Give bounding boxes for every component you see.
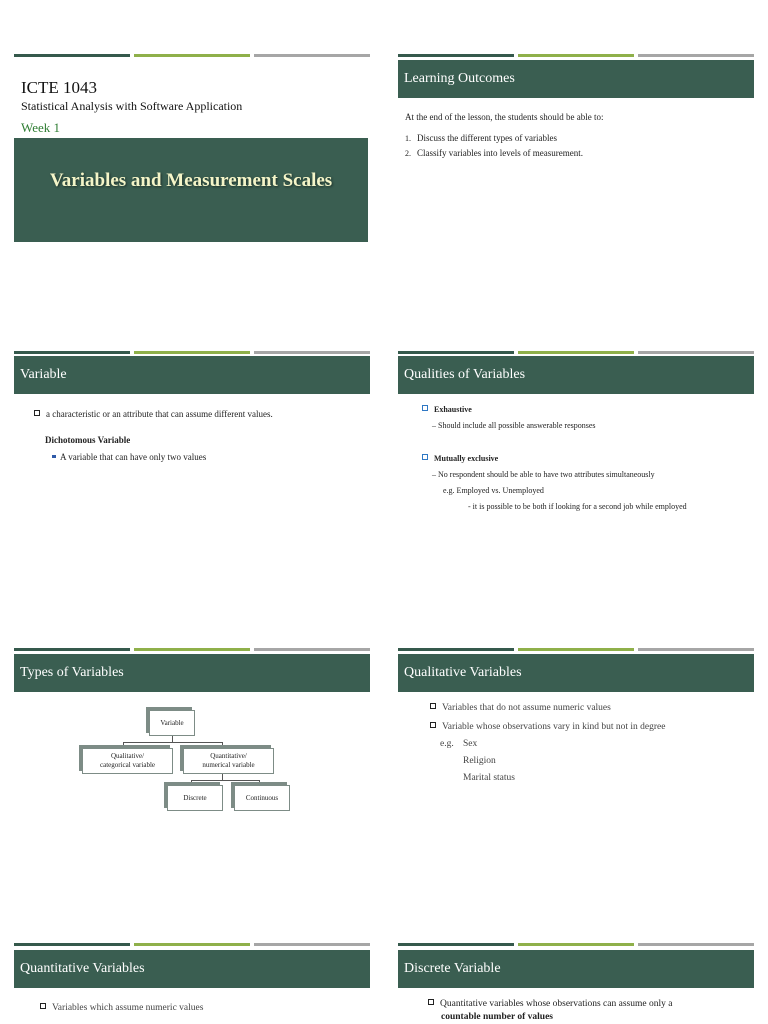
square-bullet-icon — [34, 410, 40, 416]
week-label: Week 1 — [21, 120, 61, 135]
node-continuous: Continuous — [234, 785, 290, 811]
definition-bullet: a characteristic or an attribute that can assume different values. — [34, 409, 273, 419]
slide-header: Discrete Variable — [398, 950, 754, 988]
eg-label: e.g. — [440, 739, 454, 749]
title-banner — [14, 138, 368, 242]
square-bullet-icon — [430, 703, 436, 709]
outcome-item: 1. Discuss the different types of variables — [405, 133, 558, 143]
quality-exhaustive-text: – Should include all possible answerable responses — [432, 421, 596, 430]
bullet-item: Variable whose observations vary in kind but not in degree — [430, 722, 665, 732]
banner-title: Variables and Measurement Scales — [49, 170, 333, 191]
accent-stripes — [398, 648, 754, 651]
intro-text: At the end of the lesson, the students should be able to: — [405, 112, 604, 122]
slide-discrete-variable — [398, 943, 754, 1024]
slide-header: Variable — [14, 356, 370, 394]
quality-exclusive: Mutually exclusive — [422, 454, 498, 463]
slide-header: Quantitative Variables — [14, 950, 370, 988]
bullet-item: Quantitative variables whose observations can assume only a — [428, 999, 672, 1009]
bullet-item: Variables which assume numeric values — [40, 1003, 203, 1013]
example-item: Marital status — [463, 773, 515, 783]
square-bullet-icon — [422, 454, 428, 460]
bullet-item-continuation: countable number of values — [441, 1012, 553, 1022]
sub-item: A variable that can have only two values — [52, 452, 206, 462]
slide-types-of-variables — [14, 648, 370, 848]
course-code: ICTE 1043 — [21, 78, 98, 97]
course-title: Statistical Analysis with Software Application — [21, 99, 243, 113]
node-quantitative: Quantitative/ numerical variable — [183, 748, 274, 774]
outcome-item: 2. Classify variables into levels of measurement. — [405, 148, 583, 158]
accent-stripes — [398, 351, 754, 354]
square-bullet-icon — [428, 999, 434, 1005]
node-variable: Variable — [149, 710, 195, 736]
slide-header: Types of Variables — [14, 654, 370, 692]
node-discrete: Discrete — [167, 785, 223, 811]
slide-quantitative-variables — [14, 943, 370, 1024]
slide-title — [14, 54, 370, 242]
note-text: - it is possible to be both if looking for a second job while employed — [468, 502, 687, 511]
example-item: Religion — [463, 756, 496, 766]
slide-qualities — [398, 351, 754, 551]
example-text: e.g. Employed vs. Unemployed — [443, 486, 544, 495]
accent-stripes — [398, 943, 754, 946]
bullet-item: Variables that do not assume numeric values — [430, 703, 611, 713]
quality-exhaustive: Exhaustive — [422, 405, 472, 414]
example-item: Sex — [463, 739, 478, 749]
slide-variable — [14, 351, 370, 551]
sub-heading: Dichotomous Variable — [45, 435, 131, 445]
bullet-icon — [52, 455, 56, 458]
node-qualitative: Qualitative/ categorical variable — [82, 748, 173, 774]
square-bullet-icon — [422, 405, 428, 411]
slide-learning-outcomes — [398, 54, 754, 254]
slide-header: Qualitative Variables — [398, 654, 754, 692]
square-bullet-icon — [40, 1003, 46, 1009]
square-bullet-icon — [430, 722, 436, 728]
accent-stripes — [398, 54, 754, 57]
accent-stripes — [14, 943, 370, 946]
slide-header: Learning Outcomes — [398, 60, 754, 98]
slide-header: Qualities of Variables — [398, 356, 754, 394]
accent-stripes — [14, 351, 370, 354]
slide-qualitative-variables — [398, 648, 754, 848]
variable-tree-diagram — [14, 648, 370, 848]
accent-stripes — [14, 54, 370, 57]
quality-exclusive-text: – No respondent should be able to have two attributes simultaneously — [432, 470, 655, 479]
